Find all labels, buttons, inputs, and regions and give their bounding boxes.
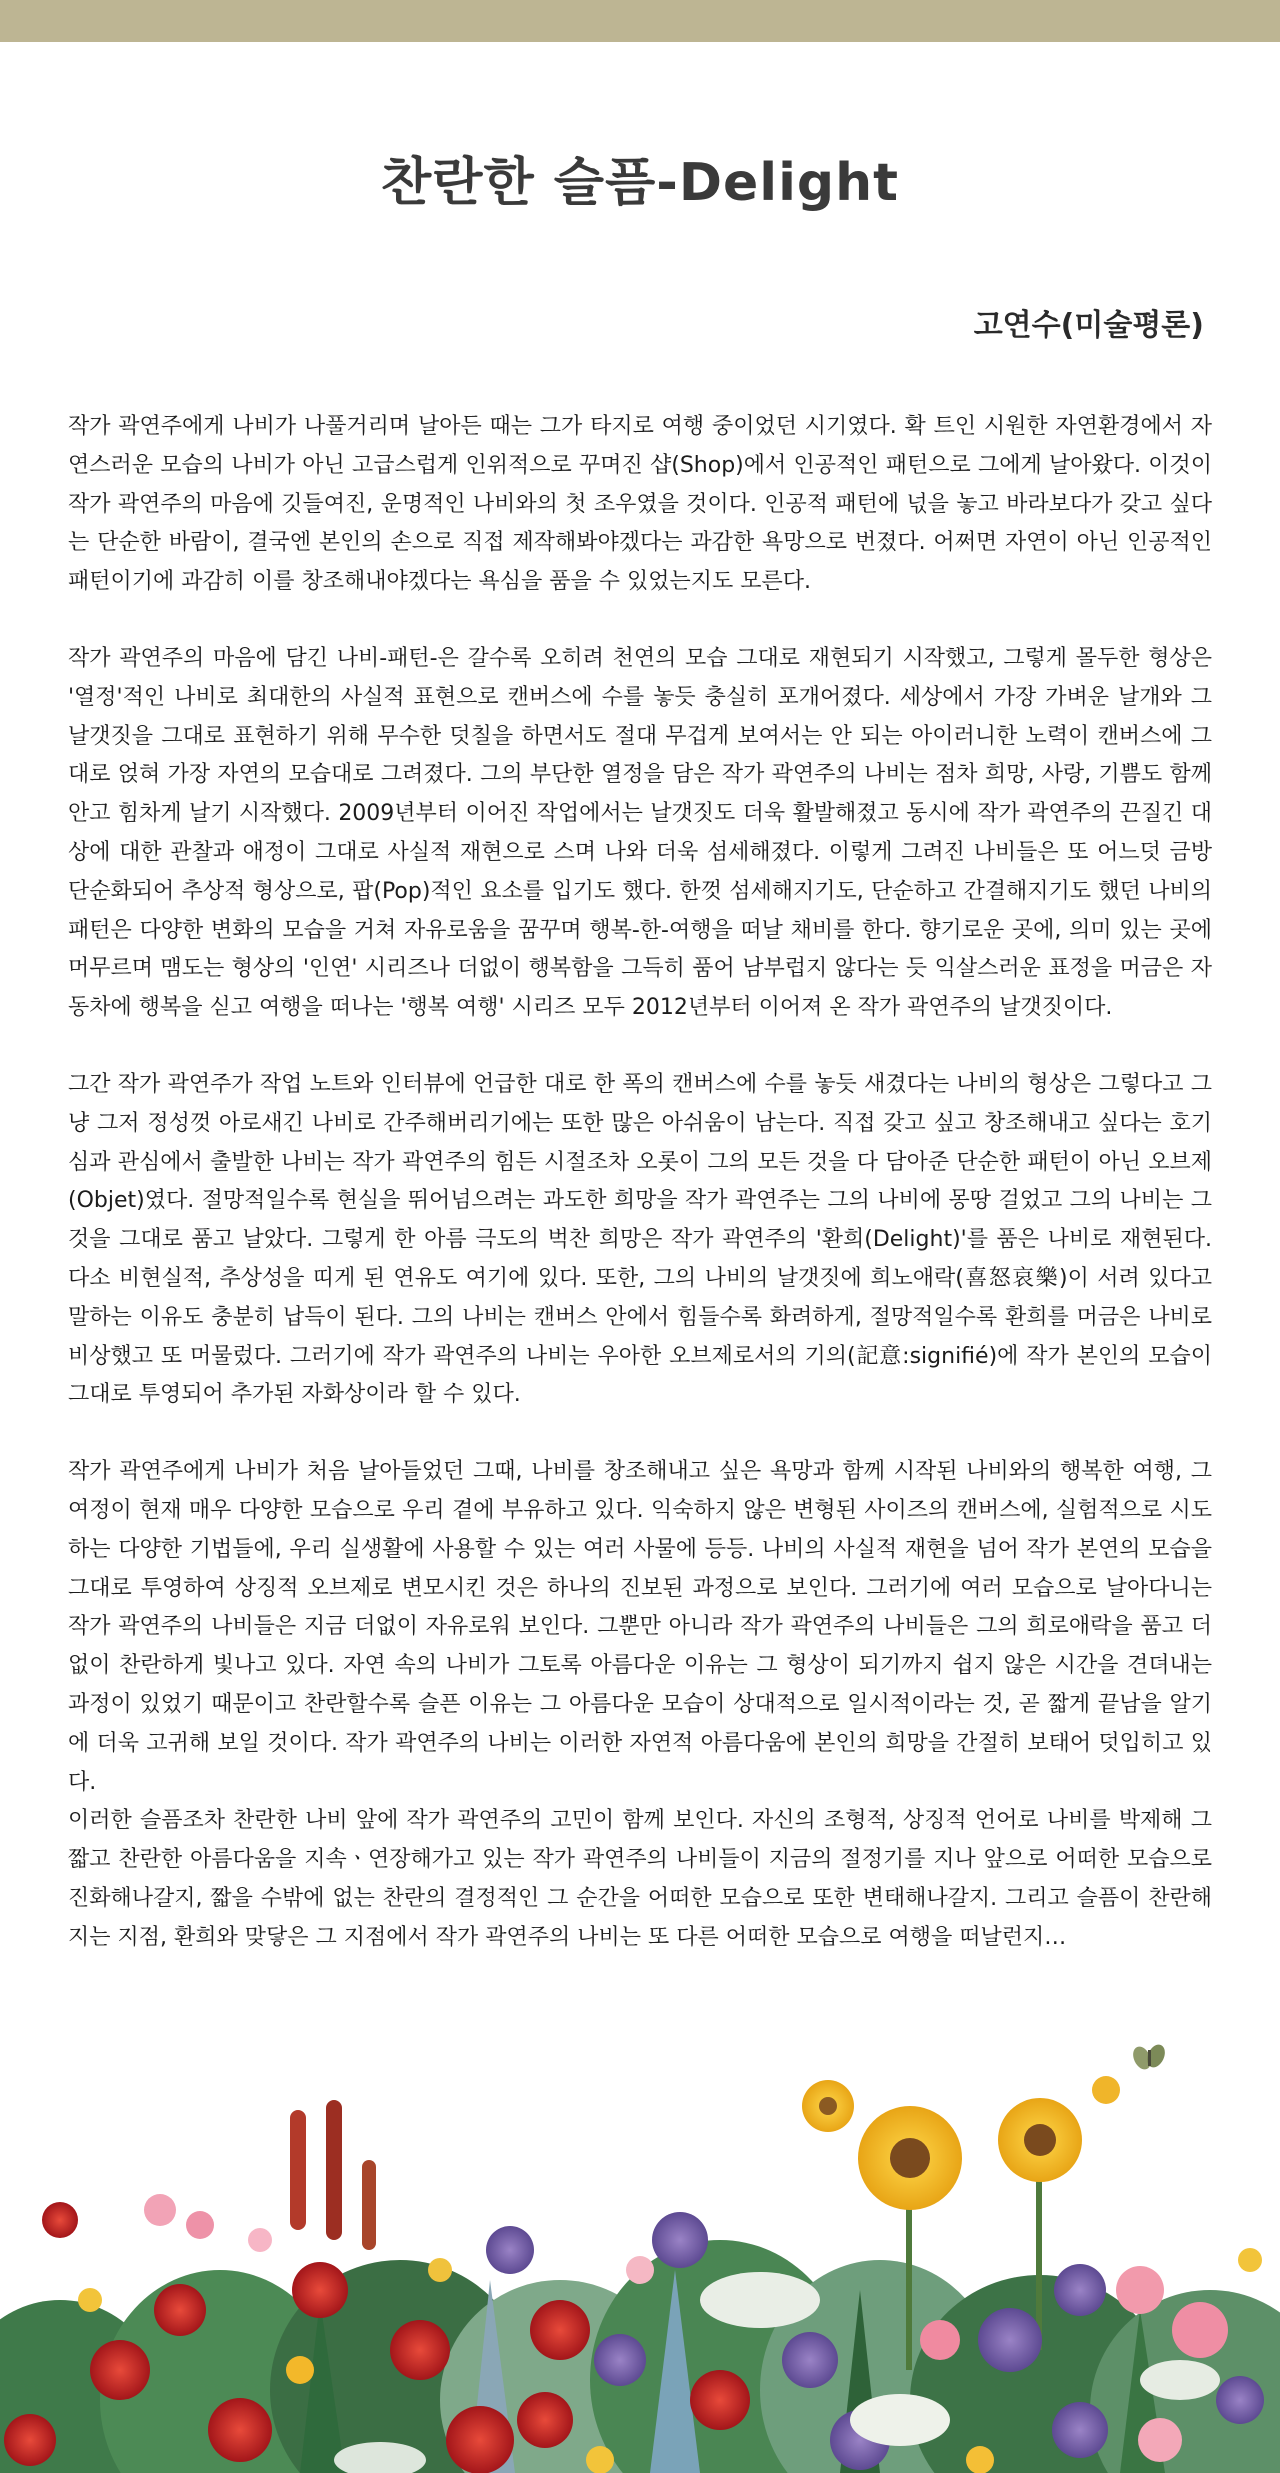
article-body [68,408,1212,1957]
butterfly-icon [1130,2042,1169,2073]
paragraph-4: 작가 곽연주에게 나비가 처음 날아들었던 그때, 나비를 창조해내고 싶은 욕망과 함께 시작된 나비와의 행복한 여행, 그 여정이 현재 매우 다양한 모습으로 우리 곁에 부유하고 있다. 익숙하지 않은 변형된 사이즈의 캔버스에, 실험적으로 시도하는 다양한 기법들에, 우리 실생활에 사용할 수 있는 여러 사물에 등등. 나비의 사실적 재현을 넘어 작가 본연의 모습을 그대로 투영하여 상징적 오브제로 변모시킨 것은 하나의 진보된 과정으로 보인다. 그러기에 여러 모습으로 날아다니는 작가 곽연주의 나비들은 지금 더없이 자유로워 보인다. 그뿐만 아니라 작가 곽연주의 나비들은 그의 희로애락을 품고 더없이 찬란하게 빛나고 있다. 자연 속의 나비가 그토록 아름다운 이유는 그 형상이 되기까지 쉽지 않은 시간을 견뎌내는 과정이 있었기 때문이고 찬란할수록 슬픈 이유는 그 아름다운 모습이 상대적으로 일시적이라는 것, 곧 짧게 끝남을 알기에 더욱 고귀해 보일 것이다. 작가 곽연주의 나비는 이러한 자연적 아름다움에 본인의 희망을 간절히 보태어 덧입히고 있다. [68,1459,1212,1795]
page-title: 찬란한 슬픔-Delight [380,153,900,213]
top-band [0,0,1280,42]
author-byline: 고연수(미술평론) [973,308,1204,343]
paragraph-5: 이러한 슬픔조차 찬란한 나비 앞에 작가 곽연주의 고민이 함께 보인다. 자신의 조형적, 상징적 언어로 나비를 박제해 그 짧고 찬란한 아름다움을 지속ㆍ연장해가고 있는 작가 곽연주의 나비들이 지금의 절정기를 지나 앞으로 어떠한 모습으로 진화해나갈지, 짧을 수밖에 없는 찬란의 결정적인 그 순간을 어떠한 모습으로 또한 변태해나갈지. 그리고 슬픔이 찬란해지는 지점, 환희와 맞닿은 그 지점에서 작가 곽연주의 나비는 또 다른 어떠한 모습으로 여행을 떠날런지… [68,1808,1212,1950]
spike-flower [290,2100,376,2250]
paragraph-3: 그간 작가 곽연주가 작업 노트와 인터뷰에 언급한 대로 한 폭의 캔버스에 수를 놓듯 새겼다는 나비의 형상은 그렇다고 그냥 그저 정성껏 아로새긴 나비로 간주해버리기에는 또한 많은 아쉬움이 남는다. 직접 갖고 싶고 창조해내고 싶다는 호기심과 관심에서 출발한 나비는 작가 곽연주의 힘든 시절조차 오롯이 그의 모든 것을 다 담아준 단순한 패턴이 아닌 오브제(Objet)였다. 절망적일수록 현실을 뛰어넘으려는 과도한 희망을 작가 곽연주는 그의 나비에 몽땅 걸었고 그의 나비는 그것을 그대로 품고 날았다. 그렇게 한 아름 극도의 벅찬 희망은 작가 곽연주의 '환희(Delight)'를 품은 나비로 재현된다. 다소 비현실적, 추상성을 띠게 된 연유도 여기에 있다. 또한, 그의 나비의 날갯짓에 희노애락(喜怒哀樂)이 서려 있다고 말하는 이유도 충분히 납득이 된다. 그의 나비는 캔버스 안에서 힘들수록 화려하게, 절망적일수록 환희를 머금은 나비로 비상했고 또 머물렀다. 그러기에 작가 곽연주의 나비는 우아한 오브제로서의 기의(記意:signifié)에 작가 본인의 모습이 그대로 투영되어 추가된 자화상이라 할 수 있다. [68,1071,1212,1408]
paragraph-2: 작가 곽연주의 마음에 담긴 나비-패턴-은 갈수록 오히려 천연의 모습 그대로 재현되기 시작했고, 그렇게 몰두한 형상은 '열정'적인 나비로 최대한의 사실적 표현으로 캔버스에 수를 놓듯 충실히 포개어졌다. 세상에서 가장 가벼운 날개와 그 날갯짓을 그대로 표현하기 위해 무수한 덧칠을 하면서도 절대 무겁게 보여서는 안 되는 아이러니한 노력이 캔버스에 그대로 얹혀 가장 자연의 모습대로 그려졌다. 그의 부단한 열정을 담은 작가 곽연주의 나비는 점차 희망, 사랑, 기쁨도 함께 안고 힘차게 날기 시작했다. 2009년부터 이어진 작업에서는 날갯짓도 더욱 활발해졌고 동시에 작가 곽연주의 끈질긴 대상에 대한 관찰과 애정이 그대로 사실적 재현으로 스며 나와 더욱 섬세해졌다. 이렇게 그려진 나비들은 또 어느덧 금방 단순화되어 추상적 형상으로, 팝(Pop)적인 요소를 입기도 했다. 한껏 섬세해지기도, 단순하고 간결해지기도 했던 나비의 패턴은 다양한 변화의 모습을 거쳐 자유로움을 꿈꾸며 행복-한-여행을 떠날 채비를 한다. 향기로운 곳에, 의미 있는 곳에 머무르며 맴도는 형상의 '인연' 시리즈나 더없이 행복함을 그득히 품어 남부럽지 않다는 듯 익살스러운 표정을 머금은 자동차에 행복을 싣고 여행을 떠나는 '행복 여행' 시리즈 모두 2012년부터 이어져 온 작가 곽연주의 날갯짓이다. [68,645,1212,1021]
paragraph-1: 작가 곽연주에게 나비가 나풀거리며 날아든 때는 그가 타지로 여행 중이었던 시기였다. 확 트인 시원한 자연환경에서 자연스러운 모습의 나비가 아닌 고급스럽게 인위적으로 꾸며진 샵(Shop)에서 인공적인 패턴으로 그에게 날아왔다. 이것이 작가 곽연주의 마음에 깃들여진, 운명적인 나비와의 첫 조우였을 것이다. 인공적 패턴에 넋을 놓고 바라보다가 갖고 싶다는 단순한 바람이, 결국엔 본인의 손으로 직접 제작해봐야겠다는 과감한 욕망으로 번졌다. 어쩌면 자연이 아닌 인공적인 패턴이기에 과감히 이를 창조해내야겠다는 욕심을 품을 수 있었는지도 모른다. [68,414,1212,595]
flower-garden-illustration [0,2040,1280,2473]
